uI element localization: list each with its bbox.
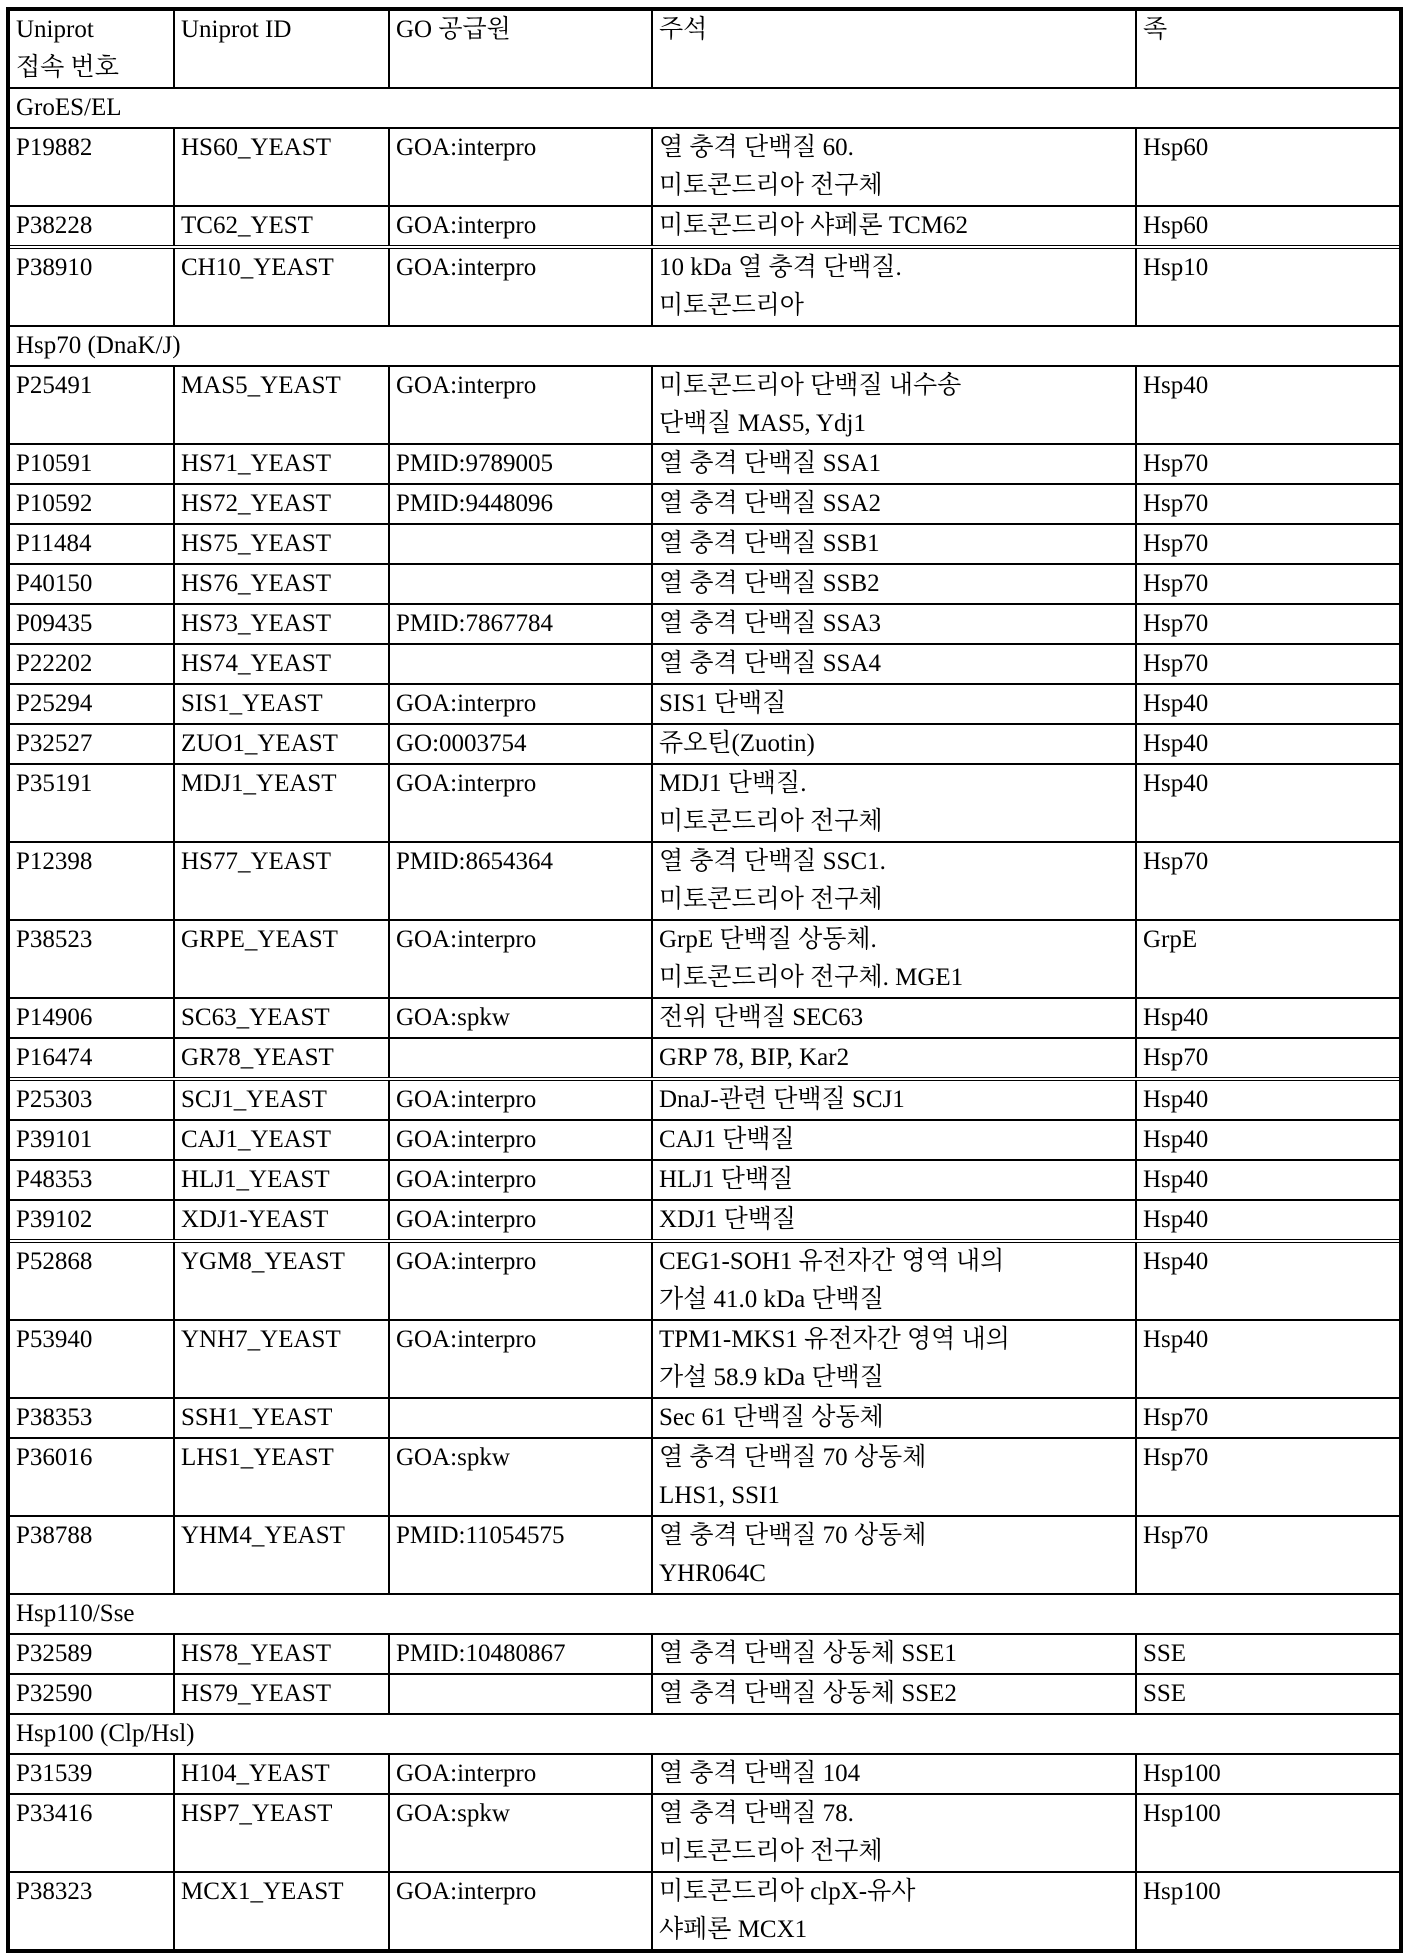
go-source-cell [389, 1398, 652, 1438]
annotation-cell [652, 1872, 1136, 1949]
section-row [10, 88, 1399, 128]
accession-cell: P33416 [10, 1794, 174, 1872]
accession-cell: P38323 [10, 1872, 174, 1949]
go-source-cell: GOA:spkw [389, 1794, 652, 1872]
family-cell: Hsp40 [1136, 764, 1399, 842]
annotation-cell [652, 684, 1136, 724]
go-source-cell: PMID:8654364 [389, 842, 652, 920]
table-row [10, 1794, 1399, 1872]
header-go-source: GO 공급원 [389, 11, 652, 88]
uniprot-id-cell: MCX1_YEAST [174, 1872, 389, 1949]
accession-cell: P52868 [10, 1241, 174, 1320]
annotation-cell [652, 764, 1136, 842]
annotation-line: CEG1-SOH1 유전자간 영역 내의 [659, 1248, 1005, 1275]
annotation-cell [652, 484, 1136, 524]
go-source-cell: PMID:10480867 [389, 1634, 652, 1674]
annotation-cell [652, 1794, 1136, 1872]
accession-cell: P48353 [10, 1160, 174, 1200]
accession-cell: P19882 [10, 128, 174, 206]
family-cell: Hsp70 [1136, 564, 1399, 604]
go-source-cell [389, 1038, 652, 1079]
annotation-cell [652, 444, 1136, 484]
uniprot-id-cell: CH10_YEAST [174, 247, 389, 326]
annotation-cell [652, 998, 1136, 1038]
annotation-cell [652, 366, 1136, 444]
family-cell: Hsp70 [1136, 1038, 1399, 1079]
accession-cell: P38353 [10, 1398, 174, 1438]
table-row [10, 764, 1399, 842]
annotation-line: 미토콘드리아 전구체 [659, 1838, 883, 1865]
uniprot-id-cell: HS74_YEAST [174, 644, 389, 684]
family-cell: Hsp70 [1136, 1516, 1399, 1594]
annotation-line: 가설 58.9 kDa 단백질 [659, 1364, 884, 1391]
annotation-line: 가설 41.0 kDa 단백질 [659, 1286, 884, 1313]
annotation-line: 열 충격 단백질 SSC1. [659, 848, 886, 875]
annotation-line: 열 충격 단백질 70 상동체 [659, 1522, 927, 1549]
family-cell: Hsp70 [1136, 524, 1399, 564]
go-source-cell: GOA:interpro [389, 1160, 652, 1200]
table-row [10, 366, 1399, 444]
uniprot-id-cell: HS78_YEAST [174, 1634, 389, 1674]
uniprot-id-cell: MAS5_YEAST [174, 366, 389, 444]
annotation-line: 열 충격 단백질 SSA4 [659, 650, 882, 677]
annotation-line: Sec 61 단백질 상동체 [659, 1404, 884, 1431]
uniprot-id-cell: HS72_YEAST [174, 484, 389, 524]
annotation-cell [652, 1398, 1136, 1438]
family-cell: Hsp60 [1136, 128, 1399, 206]
annotation-line: GrpE 단백질 상동체. [659, 926, 877, 953]
accession-cell: P40150 [10, 564, 174, 604]
family-cell: Hsp40 [1136, 1200, 1399, 1241]
accession-cell: P25294 [10, 684, 174, 724]
uniprot-id-cell: SIS1_YEAST [174, 684, 389, 724]
annotation-cell [652, 206, 1136, 247]
uniprot-id-cell: LHS1_YEAST [174, 1438, 389, 1516]
uniprot-id-cell: SC63_YEAST [174, 998, 389, 1038]
table-row [10, 1160, 1399, 1200]
uniprot-id-cell: HS79_YEAST [174, 1674, 389, 1714]
header-accession [10, 11, 174, 88]
accession-cell: P38228 [10, 206, 174, 247]
annotation-line: 열 충격 단백질 70 상동체 [659, 1444, 927, 1471]
accession-cell: P16474 [10, 1038, 174, 1079]
accession-cell: P31539 [10, 1754, 174, 1794]
table-row [10, 1634, 1399, 1674]
annotation-cell [652, 1079, 1136, 1120]
table-row [10, 128, 1399, 206]
table-row [10, 1079, 1399, 1120]
uniprot-id-cell: HS60_YEAST [174, 128, 389, 206]
annotation-line: 미토콘드리아 전구체. MGE1 [659, 964, 964, 991]
annotation-line: CAJ1 단백질 [659, 1126, 795, 1153]
table-row [10, 1438, 1399, 1516]
annotation-cell [652, 128, 1136, 206]
go-source-cell [389, 644, 652, 684]
annotation-line: YHR064C [659, 1560, 766, 1587]
go-source-cell: GOA:interpro [389, 1320, 652, 1398]
table-row [10, 524, 1399, 564]
annotation-line: 10 kDa 열 충격 단백질. [659, 254, 902, 281]
family-cell: Hsp40 [1136, 724, 1399, 764]
annotation-line: 미토콘드리아 clpX-유사 [659, 1878, 916, 1905]
chaperone-table-container [6, 7, 1403, 1953]
annotation-line: 열 충격 단백질 60. [659, 134, 854, 161]
annotation-line: 미토콘드리아 전구체 [659, 886, 883, 913]
annotation-line: 열 충격 단백질 상동체 SSE1 [659, 1640, 957, 1667]
table-row [10, 1872, 1399, 1949]
section-row [10, 1594, 1399, 1634]
table-row [10, 444, 1399, 484]
uniprot-id-cell: HS75_YEAST [174, 524, 389, 564]
accession-cell: P32590 [10, 1674, 174, 1714]
go-source-cell: GOA:interpro [389, 684, 652, 724]
family-cell: Hsp40 [1136, 366, 1399, 444]
uniprot-id-cell: GRPE_YEAST [174, 920, 389, 998]
annotation-line: TPM1-MKS1 유전자간 영역 내의 [659, 1326, 1010, 1353]
family-cell: Hsp70 [1136, 842, 1399, 920]
go-source-cell: GOA:interpro [389, 1754, 652, 1794]
family-cell: Hsp70 [1136, 644, 1399, 684]
family-cell: Hsp100 [1136, 1794, 1399, 1872]
annotation-cell [652, 1634, 1136, 1674]
go-source-cell: PMID:7867784 [389, 604, 652, 644]
go-source-cell: PMID:11054575 [389, 1516, 652, 1594]
family-cell: Hsp40 [1136, 684, 1399, 724]
annotation-cell [652, 1674, 1136, 1714]
annotation-cell [652, 1038, 1136, 1079]
family-cell: Hsp60 [1136, 206, 1399, 247]
table-row [10, 1320, 1399, 1398]
go-source-cell [389, 564, 652, 604]
annotation-cell [652, 842, 1136, 920]
annotation-cell [652, 644, 1136, 684]
annotation-line: 미토콘드리아 전구체 [659, 808, 883, 835]
uniprot-id-cell: YHM4_YEAST [174, 1516, 389, 1594]
annotation-line: 열 충격 단백질 SSA1 [659, 450, 882, 477]
go-source-cell: GOA:interpro [389, 920, 652, 998]
family-cell: Hsp70 [1136, 484, 1399, 524]
accession-cell: P11484 [10, 524, 174, 564]
annotation-line: 쥬오틴(Zuotin) [659, 730, 815, 757]
annotation-line: 열 충격 단백질 SSB1 [659, 530, 880, 557]
accession-cell: P32589 [10, 1634, 174, 1674]
uniprot-id-cell: CAJ1_YEAST [174, 1120, 389, 1160]
uniprot-id-cell: YNH7_YEAST [174, 1320, 389, 1398]
annotation-cell [652, 1516, 1136, 1594]
family-cell: Hsp10 [1136, 247, 1399, 326]
annotation-cell [652, 524, 1136, 564]
accession-cell: P39102 [10, 1200, 174, 1241]
accession-cell: P53940 [10, 1320, 174, 1398]
annotation-line: 샤페론 MCX1 [659, 1916, 808, 1943]
accession-cell: P32527 [10, 724, 174, 764]
yeast-chaperone-table [10, 11, 1399, 1949]
table-row [10, 247, 1399, 326]
annotation-line: 미토콘드리아 단백질 내수송 [659, 372, 962, 399]
uniprot-id-cell: SSH1_YEAST [174, 1398, 389, 1438]
uniprot-id-cell: TC62_YEST [174, 206, 389, 247]
go-source-cell: GOA:interpro [389, 366, 652, 444]
table-row [10, 1674, 1399, 1714]
table-row [10, 1516, 1399, 1594]
annotation-line: 미토콘드리아 샤페론 TCM62 [659, 212, 969, 239]
annotation-cell [652, 1200, 1136, 1241]
header-family: 족 [1136, 11, 1399, 88]
annotation-cell [652, 1320, 1136, 1398]
go-source-cell: PMID:9448096 [389, 484, 652, 524]
annotation-cell [652, 1160, 1136, 1200]
annotation-cell [652, 1120, 1136, 1160]
family-cell: Hsp70 [1136, 1398, 1399, 1438]
annotation-cell [652, 920, 1136, 998]
annotation-cell [652, 564, 1136, 604]
table-row [10, 564, 1399, 604]
go-source-cell: PMID:9789005 [389, 444, 652, 484]
go-source-cell: GOA:interpro [389, 247, 652, 326]
table-row [10, 998, 1399, 1038]
header-uniprot-id: Uniprot ID [174, 11, 389, 88]
table-row [10, 1241, 1399, 1320]
go-source-cell: GOA:interpro [389, 1872, 652, 1949]
table-row [10, 604, 1399, 644]
family-cell: Hsp70 [1136, 604, 1399, 644]
family-cell: Hsp40 [1136, 1079, 1399, 1120]
annotation-cell [652, 1438, 1136, 1516]
accession-cell: P10592 [10, 484, 174, 524]
table-row [10, 1120, 1399, 1160]
uniprot-id-cell: HS73_YEAST [174, 604, 389, 644]
accession-cell: P38788 [10, 1516, 174, 1594]
table-row [10, 644, 1399, 684]
go-source-cell: GOA:interpro [389, 1241, 652, 1320]
uniprot-id-cell: HS71_YEAST [174, 444, 389, 484]
annotation-cell [652, 1241, 1136, 1320]
accession-cell: P25303 [10, 1079, 174, 1120]
family-cell: GrpE [1136, 920, 1399, 998]
table-row [10, 920, 1399, 998]
go-source-cell: GO:0003754 [389, 724, 652, 764]
table-row [10, 484, 1399, 524]
family-cell: Hsp100 [1136, 1872, 1399, 1949]
go-source-cell: GOA:spkw [389, 998, 652, 1038]
go-source-cell: GOA:interpro [389, 1079, 652, 1120]
accession-cell: P35191 [10, 764, 174, 842]
family-cell: Hsp40 [1136, 1120, 1399, 1160]
family-cell: SSE [1136, 1634, 1399, 1674]
annotation-line: 미토콘드리아 전구체 [659, 172, 883, 199]
go-source-cell [389, 1674, 652, 1714]
annotation-cell [652, 604, 1136, 644]
uniprot-id-cell: XDJ1-YEAST [174, 1200, 389, 1241]
uniprot-id-cell: YGM8_YEAST [174, 1241, 389, 1320]
table-row [10, 206, 1399, 247]
annotation-cell [652, 247, 1136, 326]
annotation-line: LHS1, SSI1 [659, 1482, 780, 1509]
accession-cell: P25491 [10, 366, 174, 444]
table-header-row [10, 11, 1399, 88]
uniprot-id-cell: HS77_YEAST [174, 842, 389, 920]
annotation-line: 전위 단백질 SEC63 [659, 1004, 864, 1031]
annotation-line: SIS1 단백질 [659, 690, 787, 717]
annotation-line: 열 충격 단백질 104 [659, 1760, 861, 1787]
annotation-line: 열 충격 단백질 SSB2 [659, 570, 880, 597]
section-row [10, 326, 1399, 366]
annotation-line: GRP 78, BIP, Kar2 [659, 1044, 850, 1071]
go-source-cell: GOA:interpro [389, 764, 652, 842]
table-row [10, 1754, 1399, 1794]
annotation-line: 열 충격 단백질 SSA3 [659, 610, 882, 637]
go-source-cell: GOA:interpro [389, 206, 652, 247]
table-row [10, 1398, 1399, 1438]
go-source-cell [389, 524, 652, 564]
annotation-line: HLJ1 단백질 [659, 1166, 794, 1193]
uniprot-id-cell: ZUO1_YEAST [174, 724, 389, 764]
annotation-line: DnaJ-관련 단백질 SCJ1 [659, 1086, 905, 1113]
section-title: Hsp70 (DnaK/J) [10, 326, 1399, 366]
accession-cell: P14906 [10, 998, 174, 1038]
family-cell: Hsp40 [1136, 1160, 1399, 1200]
accession-cell: P22202 [10, 644, 174, 684]
family-cell: Hsp40 [1136, 1320, 1399, 1398]
section-row [10, 1714, 1399, 1754]
go-source-cell: GOA:interpro [389, 1200, 652, 1241]
section-title: GroES/EL [10, 88, 1399, 128]
annotation-line: 열 충격 단백질 SSA2 [659, 490, 882, 517]
annotation-line: 열 충격 단백질 상동체 SSE2 [659, 1680, 957, 1707]
accession-cell: P09435 [10, 604, 174, 644]
section-title: Hsp110/Sse [10, 1594, 1399, 1634]
annotation-line: XDJ1 단백질 [659, 1206, 797, 1233]
annotation-line: MDJ1 단백질. [659, 770, 807, 797]
table-row [10, 842, 1399, 920]
uniprot-id-cell: MDJ1_YEAST [174, 764, 389, 842]
annotation-line: 단백질 MAS5, Ydj1 [659, 410, 866, 437]
annotation-line: 미토콘드리아 [659, 292, 804, 319]
table-row [10, 1038, 1399, 1079]
annotation-cell [652, 1754, 1136, 1794]
go-source-cell: GOA:spkw [389, 1438, 652, 1516]
header-annotation: 주석 [652, 11, 1136, 88]
go-source-cell: GOA:interpro [389, 1120, 652, 1160]
uniprot-id-cell: HSP7_YEAST [174, 1794, 389, 1872]
accession-cell: P38523 [10, 920, 174, 998]
go-source-cell: GOA:interpro [389, 128, 652, 206]
uniprot-id-cell: H104_YEAST [174, 1754, 389, 1794]
table-row [10, 724, 1399, 764]
accession-cell: P36016 [10, 1438, 174, 1516]
header-accession-line1: Uniprot [16, 16, 94, 43]
accession-cell: P38910 [10, 247, 174, 326]
header-accession-line2: 접속 번호 [16, 54, 119, 81]
accession-cell: P12398 [10, 842, 174, 920]
annotation-line: 열 충격 단백질 78. [659, 1800, 854, 1827]
uniprot-id-cell: SCJ1_YEAST [174, 1079, 389, 1120]
family-cell: Hsp40 [1136, 998, 1399, 1038]
annotation-cell [652, 724, 1136, 764]
family-cell: Hsp70 [1136, 1438, 1399, 1516]
accession-cell: P39101 [10, 1120, 174, 1160]
family-cell: Hsp100 [1136, 1754, 1399, 1794]
family-cell: Hsp40 [1136, 1241, 1399, 1320]
table-row [10, 1200, 1399, 1241]
uniprot-id-cell: HLJ1_YEAST [174, 1160, 389, 1200]
table-row [10, 684, 1399, 724]
uniprot-id-cell: GR78_YEAST [174, 1038, 389, 1079]
uniprot-id-cell: HS76_YEAST [174, 564, 389, 604]
section-title: Hsp100 (Clp/Hsl) [10, 1714, 1399, 1754]
accession-cell: P10591 [10, 444, 174, 484]
family-cell: Hsp70 [1136, 444, 1399, 484]
family-cell: SSE [1136, 1674, 1399, 1714]
